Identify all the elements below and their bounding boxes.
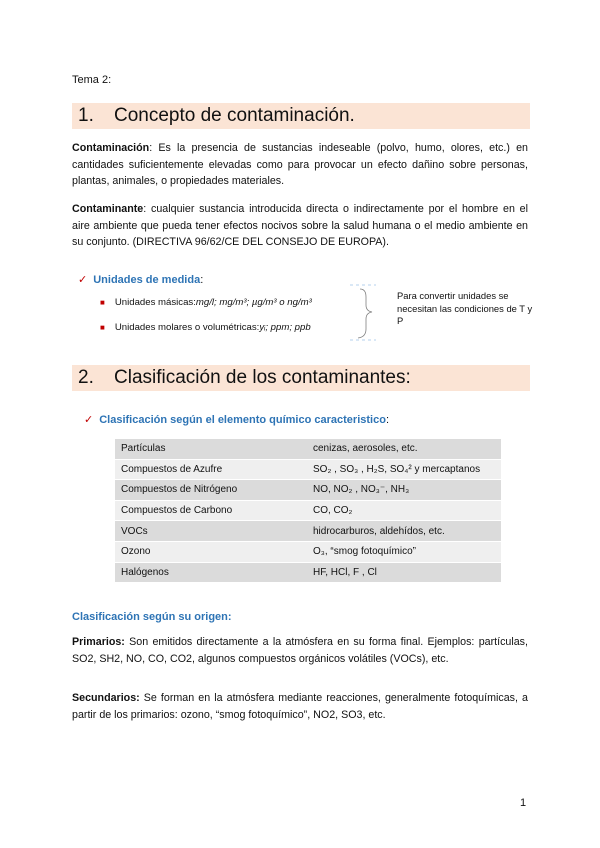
secundarios-text: Se forman en la atmósfera mediante reacciones, generalmente fotoquímicas, a partir de los primarios: ozono, “smog fotoquímico”, NO2, SO3, etc. <box>72 692 528 721</box>
pollutant-examples-cell: cenizas, aerosoles, etc. <box>307 439 501 460</box>
table-row <box>115 562 501 582</box>
unit-label: Unidades molares o volumétricas: <box>114 322 260 333</box>
chemical-classification-heading-text: Clasificación según el elemento químico caracteristico <box>99 414 386 426</box>
definition-contaminacion-text: : Es la presencia de sustancias indeseable (polvo, humo, olores, etc.) en cantidades suficientemente elevadas como para provocar un efecto dañino sobre personas, plantas, animales, o propiedades materiales. <box>72 142 528 188</box>
table-row <box>115 500 501 521</box>
list-item <box>100 315 312 340</box>
pollutant-group-cell: Ozono <box>115 541 307 562</box>
bullet-icon: ■ <box>100 323 105 332</box>
pollutant-examples-cell: O₃, “smog fotoquímico” <box>307 541 501 562</box>
brace-icon <box>346 283 386 341</box>
table-row <box>115 439 501 460</box>
section-2-title: Clasificación de los contaminantes: <box>114 367 411 388</box>
table-row <box>115 521 501 542</box>
list-item <box>100 290 312 315</box>
section-2-number: 2. <box>78 367 94 388</box>
secundarios-paragraph <box>72 690 528 723</box>
pollutant-examples-cell: CO, CO₂ <box>307 500 501 521</box>
page-number: 1 <box>520 797 527 809</box>
unit-label: Unidades másicas: <box>114 297 196 308</box>
definition-contaminante <box>72 201 528 251</box>
table-row <box>115 459 501 480</box>
units-list <box>100 290 312 340</box>
term-contaminacion: Contaminación <box>72 142 150 154</box>
origin-classification-heading: Clasificación según su origen: <box>72 611 232 623</box>
section-1-title: Concepto de contaminación. <box>114 105 355 126</box>
definition-contaminacion <box>72 140 528 190</box>
bullet-icon: ■ <box>100 298 105 307</box>
primarios-paragraph <box>72 634 528 667</box>
conversion-note: Para convertir unidades se necesitan las condiciones de T y P <box>397 290 533 327</box>
checkmark-icon: ✓ <box>84 414 94 426</box>
section-1-heading <box>72 103 530 129</box>
checkmark-icon: ✓ <box>78 274 88 286</box>
pollutant-group-cell: Partículas <box>115 439 307 460</box>
pollutant-group-cell: Compuestos de Carbono <box>115 500 307 521</box>
pollutant-examples-cell: SO₂ , SO₃ , H₂S, SO₄² y mercaptanos <box>307 459 501 480</box>
unit-value: mg/l; mg/m³; µg/m³ o ng/m³ <box>195 297 312 308</box>
section-2-heading <box>72 365 530 391</box>
pollutant-group-cell: Compuestos de Azufre <box>115 459 307 480</box>
table-row <box>115 541 501 562</box>
chemical-classification-colon: : <box>385 414 389 426</box>
units-heading <box>78 273 203 286</box>
chemical-classification-heading <box>84 413 389 426</box>
topic-label: Tema 2: <box>72 74 112 86</box>
pollutant-examples-cell: NO, NO₂ , NO₃⁻, NH₃ <box>307 480 501 501</box>
pollutant-examples-cell: hidrocarburos, aldehídos, etc. <box>307 521 501 542</box>
pollutant-group-cell: Compuestos de Nitrógeno <box>115 480 307 501</box>
term-contaminante: Contaminante <box>72 203 144 215</box>
term-primarios: Primarios: <box>72 636 125 648</box>
units-heading-text: Unidades de medida <box>93 274 201 286</box>
definition-contaminante-text: : cualquier sustancia introducida directa o indirectamente por el hombre en el aire ambiente que pueda tener efectos nocivos sobre la salud humana o el medio ambiente en su conjunto. (DIRECTIVA 96/62/CE DEL CONSEJO DE EUROPA). <box>72 203 528 249</box>
contaminants-table <box>115 438 501 582</box>
pollutant-examples-cell: HF, HCl, F , Cl <box>307 562 501 582</box>
units-heading-colon: : <box>200 274 204 286</box>
term-secundarios: Secundarios: <box>72 692 140 704</box>
pollutant-group-cell: Halógenos <box>115 562 307 582</box>
pollutant-group-cell: VOCs <box>115 521 307 542</box>
primarios-text: Son emitidos directamente a la atmósfera en su forma final. Ejemplos: partículas, SO2, SH2, NO, CO, CO2, algunos compuestos orgánicos volátiles (VOCs), etc. <box>72 636 528 665</box>
section-1-number: 1. <box>78 105 94 126</box>
table-row <box>115 480 501 501</box>
unit-value: yᵢ; ppm; ppb <box>259 322 311 333</box>
